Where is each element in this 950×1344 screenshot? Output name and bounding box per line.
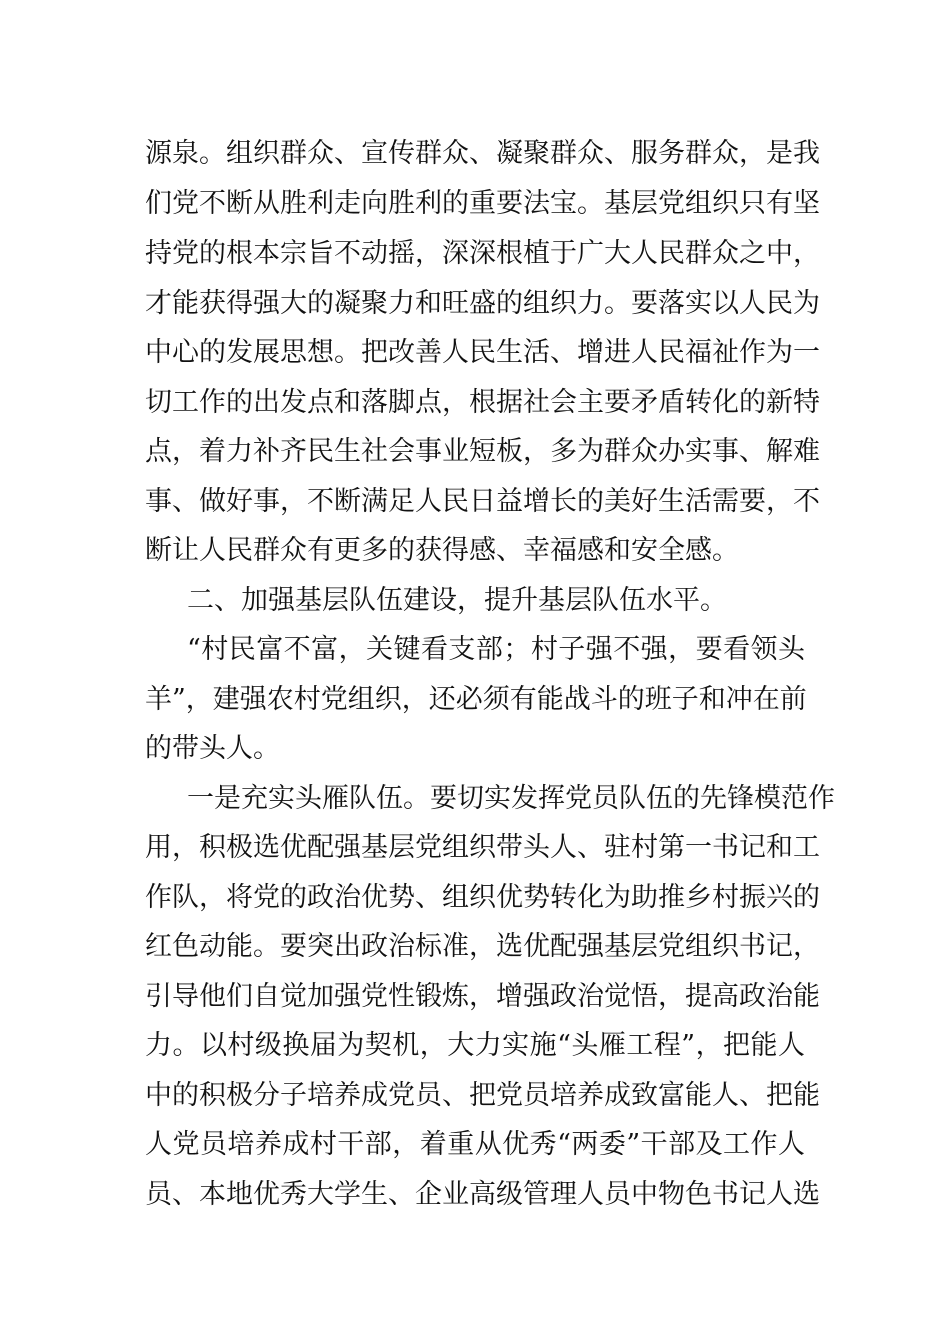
text-line: “村民富不富，关键看支部；村子强不强，要看领头 <box>187 634 805 665</box>
text-line: 们党不断从胜利走向胜利的重要法宝。基层党组织只有坚 <box>145 188 820 219</box>
text-line: 源泉。组织群众、宣传群众、凝聚群众、服务群众，是我 <box>145 138 820 169</box>
text-line: 断让人民群众有更多的获得感、幸福感和安全感。 <box>145 535 739 566</box>
text-line: 的带头人。 <box>145 733 280 764</box>
text-line: 才能获得强大的凝聚力和旺盛的组织力。要落实以人民为 <box>145 288 820 319</box>
text-line: 力。以村级换届为契机，大力实施“头雁工程”，把能人 <box>145 1030 805 1061</box>
text-line: 中心的发展思想。把改善人民生活、增进人民福祉作为一 <box>145 337 820 368</box>
text-line: 中的积极分子培养成党员、把党员培养成致富能人、把能 <box>145 1080 820 1111</box>
text-line: 作队，将党的政治优势、组织优势转化为助推乡村振兴的 <box>145 882 820 913</box>
text-line: 点，着力补齐民生社会事业短板，多为群众办实事、解难 <box>145 436 820 467</box>
text-line: 引导他们自觉加强党性锻炼，增强政治觉悟，提高政治能 <box>145 981 820 1012</box>
text-line: 用，积极选优配强基层党组织带头人、驻村第一书记和工 <box>145 832 820 863</box>
text-line: 事、做好事，不断满足人民日益增长的美好生活需要，不 <box>145 486 820 517</box>
text-line: 一是充实头雁队伍。要切实发挥党员队伍的先锋模范作 <box>187 783 835 814</box>
section-heading: 二、加强基层队伍建设，提升基层队伍水平。 <box>187 585 727 616</box>
text-line: 羊”，建强农村党组织，还必须有能战斗的班子和冲在前 <box>145 684 807 715</box>
text-line: 员、本地优秀大学生、企业高级管理人员中物色书记人选 <box>145 1179 820 1210</box>
text-line: 切工作的出发点和落脚点，根据社会主要矛盾转化的新特 <box>145 387 820 418</box>
text-line: 红色动能。要突出政治标准，选优配强基层党组织书记， <box>145 931 820 962</box>
text-line: 持党的根本宗旨不动摇，深深根植于广大人民群众之中， <box>145 238 820 269</box>
text-line: 人党员培养成村干部，着重从优秀“两委”干部及工作人 <box>145 1129 805 1160</box>
